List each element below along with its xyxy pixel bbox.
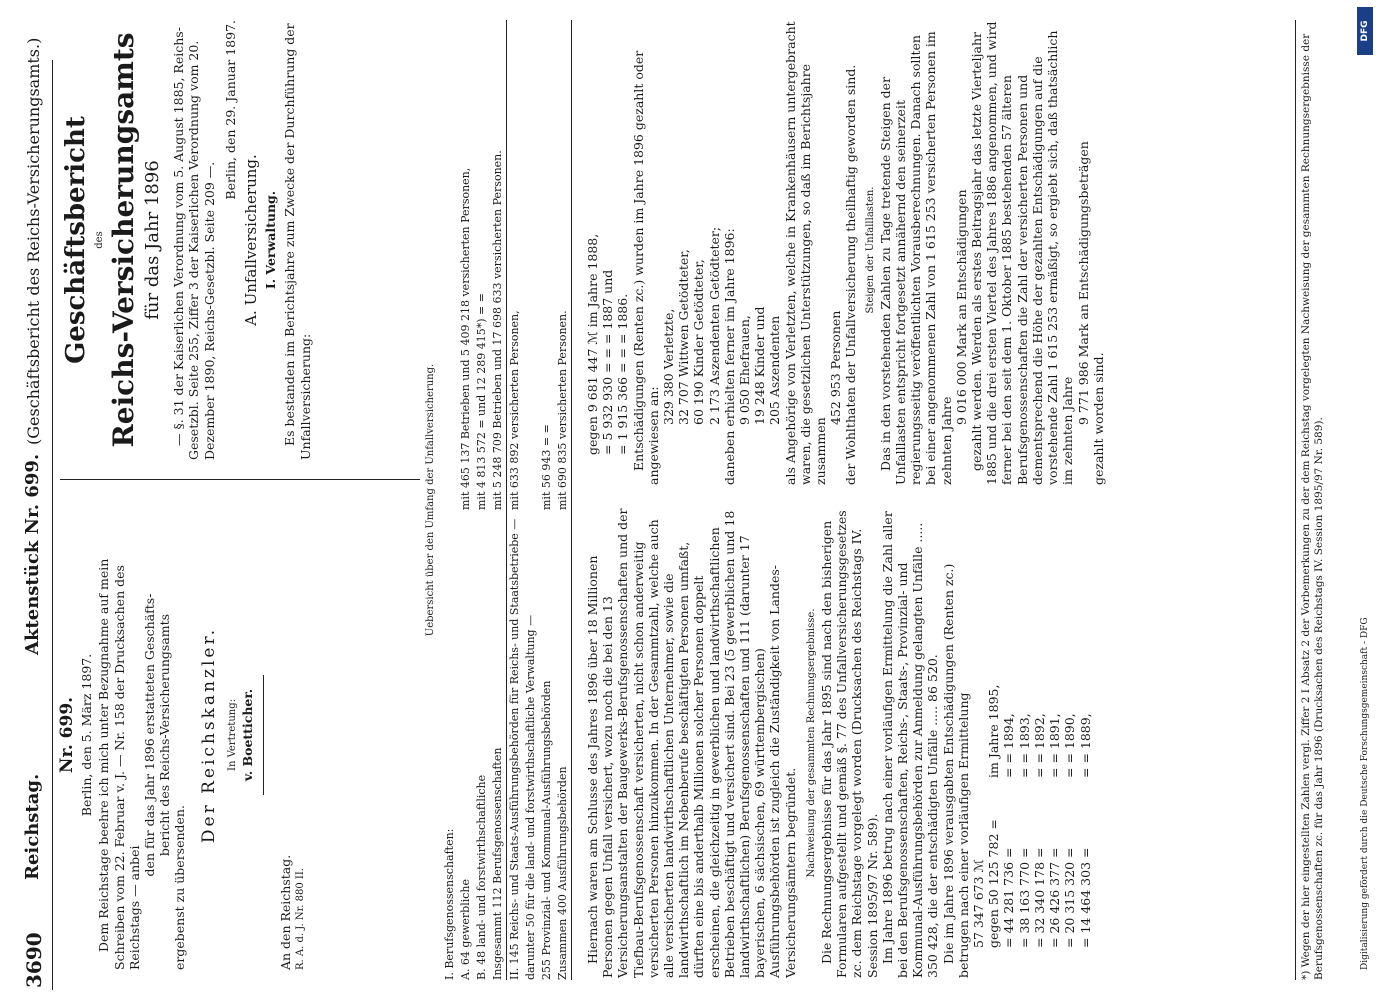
column-divider-top — [60, 479, 420, 480]
amount-value: = 14 464 303 = — [1077, 847, 1093, 948]
col2-list2 — [737, 15, 783, 425]
overview-row — [442, 20, 458, 980]
amount-value: = 26 426 377 = — [1047, 847, 1063, 948]
amount-year: = = 1891, — [1047, 713, 1063, 778]
overview-row-label: Insgesammt 112 Berufsgenossenschaften — [491, 747, 504, 980]
overview-row-label: 255 Provinzial- und Kommunal-Ausführungsbehörden — [540, 680, 553, 980]
amount-row — [971, 508, 986, 948]
amount-row — [1017, 508, 1032, 948]
amount-value: 57 347 673 ℳ — [971, 859, 987, 948]
list-item: 60 190 Kinder Getödteter, — [691, 259, 707, 425]
amount-row — [1062, 508, 1077, 948]
report-legal: — §. 31 der Kaiserlichen Verordnung vom 5. August 1885, Reichs-Gesetzbl. Seite 255, Ziffer 3 der Kaiserlichen Verordnung vom 20. Dezember 1890, Reichs-Gesetzbl. Seite 209 —. — [171, 27, 217, 460]
overview-row-value: mit 465 137 Betrieben und 5 409 218 versicherten Personen, — [459, 167, 472, 510]
section-a: A. Unfallversicherung. — [242, 154, 261, 326]
header-right: (Geschäftsbericht des Reichs-Versicherungsamts.) — [24, 37, 43, 445]
overview-row — [555, 20, 572, 980]
col1-text3: Im Jahre 1896 betrug nach einer vorläufigen Ermittelung die Zahl aller bei den Berufsgenossenschaften, Reichs-, Staats-, Provinzial- und Kommunal-Ausführungsbehörden zur Anmeldung gelangten Unfälle ..... 350 428, die der entschädigten Unfälle ..... 86 520. — [879, 511, 941, 978]
overview-table — [425, 20, 572, 980]
col2-text6: gezahlt werden. Werden als erstes Beitragsjahr das letzte Vierteljahr 1885 und die drei ersten Viertel des Jahres 1886 angenommen, und wird ferner bei den seit dem 1. Oktober 1885 bestehenden 57 älteren Berufsgenossenschaften die Zahl der versicherten Personen und dementsprechend die Höhe der gezahlten Entschädigungen auf die vorstehende Zahl 1 615 253 ermäßigt, so ergiebt sich, daß thatsächlich im zehnten Jahre — [969, 21, 1076, 485]
cover-letter — [57, 500, 309, 970]
col2-text5: Das in den vorstehenden Zahlen zu Tage tretende Steigen der Unfalllasten entspricht fortgesetzt annähernd den seinerzeit regierungsseitig veröffentlichten Vorausberechnungen. Danach sollten bei einer angenommenen Zahl von 1 615 253 versicherten Personen im zehnten Jahre — [877, 31, 954, 485]
report-title-3: Reichs-Versicherungsamts — [107, 32, 141, 448]
col2-text4: der Wohlthaten der Unfallversicherung theilhaftig geworden sind. — [843, 64, 859, 485]
overview-row-label: B. 48 land- und forstwirthschaftliche — [475, 774, 488, 980]
list-item: 9 050 Ehefrauen, — [737, 315, 753, 425]
overview-row-value: mit 5 248 709 Betrieben und 17 698 633 versicherten Personen. — [491, 150, 504, 510]
report-intro: Es bestanden im Berichtsjahre zum Zwecke der Durchführung der Unfallversicherung: — [282, 23, 313, 460]
report-title-1: Geschäftsbericht — [61, 116, 91, 364]
letter-signer: v. Boetticher. — [240, 688, 256, 782]
amount-value: = 38 163 770 = — [1016, 847, 1032, 948]
report-title-2: des — [94, 231, 105, 249]
footnote: *) Wegen der hier eingestellten Zahlen vergl. Ziffer 2 I Absatz 2 der Vorbemerkungen zu der dem Reichstag vorgelegten Nachweisung der gesammten Rechnungsergebnisse der Berufsgenossenschaften zc. für das Jahr 1896 (Drucksachen des Reichstags IV. Session 1895/97 Nr. 589). — [1300, 33, 1325, 980]
col2-amount2: 9 771 986 Mark an Entschädigungsbeträgen — [1075, 141, 1091, 425]
overview-row-label: I. Berufsgenossenschaften: — [443, 828, 456, 980]
signature-rule — [263, 675, 264, 795]
header-left: Reichstag. — [22, 773, 43, 880]
col2-text: Entschädigungen (Renten zc.) wurden im Jahre 1896 gezahlt oder angewiesen an: — [630, 50, 661, 485]
dfg-logo: DFG — [1357, 7, 1373, 55]
letter-text: Dem Reichstage beehre ich mich unter Bezugnahme auf mein Schreiben vom 22. Februar v. J. — Nr. 158 der Drucksachen des Reichstags — anbei — [96, 558, 142, 970]
report-title-4: für das Jahr 1896 — [142, 160, 164, 320]
overview-row — [458, 20, 474, 980]
header-center: Aktenstück Nr. 699. — [22, 453, 43, 655]
digitization-credit: Digitalisierung gefördert durch die Deutsche Forschungsgemeinschaft - DFG — [1360, 617, 1370, 970]
amount-year: im Jahre 1895, — [986, 684, 1002, 778]
footnote-rule — [1295, 20, 1296, 980]
amount-year: = = 1890, — [1062, 713, 1078, 778]
lower-right-column — [585, 15, 1106, 485]
letter-deputy: In Vertretung: — [226, 699, 238, 771]
amount-row — [1078, 508, 1093, 948]
letter-ref: R. A. d. J. Nr. 880 II. — [295, 868, 307, 970]
col1-text: Hiernach waren am Schlusse des Jahres 1896 über 18 Millionen Personen gegen Unfall versichert, wozu noch die bei den 13 Versicherungsanstalten der Baugewerks-Berufsgenossenschaften und der Tiefbau-Berufsgenossenschaft versicherten, nicht schon anderweitig versicherten Personen hinzukommen. In der Gesammtzahl, welche auch alle versicherten landwirthschaftlichen Unternehmer, sowie die landwirthschaftlich im Nebenberufe beschäftigten Personen umfaßt, dürften eine bis anderthalb Millionen solcher Personen doppelt erscheinen, die gleichzeitig in gewerblichen und landwirthschaftlichen Betrieben beschäftigt und versichert sind. Bei 23 (5 gewerblichen und 18 landwirthschaftlichen) Berufsgenossenschaften und 111 (darunter 17 bayerischen, 6 sächsischen, 69 württembergischen) Ausführungsbehörden ist zugleich die Zuständigkeit von Landes-Versicherungsämtern begründet. — [585, 508, 798, 978]
overview-row — [474, 20, 490, 980]
amount-row: gegen 9 681 447 ℳ im Jahre 1888, — [585, 233, 600, 455]
header-rule — [52, 60, 53, 990]
amount-value: gegen 50 125 782 = — [986, 819, 1002, 948]
col2-text2: daneben erhielten ferner im Jahre 1896: — [721, 228, 737, 485]
report-date: Berlin, den 29. Januar 1897. — [222, 20, 238, 200]
amount-value: = 44 281 736 = — [1001, 847, 1017, 948]
col1-heading: Nachweisung der gesammten Rechnungsergebnisse. — [805, 608, 817, 878]
overview-heading: Uebersicht über den Umfang der Unfallversicherung. — [425, 363, 436, 637]
col2-heading: Steigen der Unfalllasten. — [864, 186, 876, 314]
col2-text3: als Angehörige von Verletzten, welche in Krankenhäusern untergebracht waren, die gesetzlichen Unterstützungen, so daß im Berichtsjahre zusammen — [782, 21, 829, 485]
col1-text2: Die Rechnungsergebnisse für das Jahr 1895 sind nach den bisherigen Formularen aufgestellt und gemäß §. 77 des Unfallversicherungsgesetzes zc. dem Reichstage vorgelegt worden (Drucksachen des Reichstags IV. Session 1895/97 Nr. 589). — [819, 510, 880, 978]
amount-year: = = 1889, — [1077, 713, 1093, 778]
amount-year: = = 1894, — [1001, 713, 1017, 778]
report-title-block — [60, 20, 313, 460]
overview-row-value: mit 633 892 versicherten Personen, — [508, 310, 521, 510]
overview-row — [507, 20, 539, 980]
overview-row-value: mit 56 943 = = — [540, 424, 553, 510]
col2-total: 452 953 Personen — [828, 310, 844, 425]
amount-row: = 5 932 930 = = = 1887 und — [600, 269, 616, 455]
col2-text7: gezahlt worden sind. — [1090, 352, 1106, 485]
col2-amount1: 9 016 000 Mark an Entschädigungen — [953, 189, 969, 425]
overview-row-value: mit 690 835 versicherten Personen. — [556, 310, 569, 510]
letter-center-2: bericht des Reichs-Versicherungsamts — [157, 613, 173, 857]
letter-text-2: ergebenst zu übersenden. — [172, 805, 188, 970]
overview-row — [490, 20, 507, 980]
col2-list — [661, 15, 722, 425]
col1-amounts — [971, 508, 1093, 948]
amount-row: = 1 915 366 = = = 1886. — [615, 293, 631, 455]
list-item: 32 707 Wittwen Getödteter, — [676, 249, 692, 425]
amount-row — [1001, 508, 1016, 948]
amount-value: = 20 315 320 = — [1062, 847, 1078, 948]
letter-number: Nr. 699. — [57, 696, 77, 774]
amount-value: = 32 340 178 = — [1031, 847, 1047, 948]
list-item: 2 173 Aszendenten Getödteter; — [706, 226, 722, 425]
letter-center-1: den für das Jahr 1896 erstatteten Geschäfts- — [142, 593, 158, 877]
amount-row — [1032, 508, 1047, 948]
amount-row — [1047, 508, 1062, 948]
overview-row-value: mit 4 813 572 = und 12 289 415*) = = — [475, 293, 488, 510]
overview-row-label: II. 145 Reichs- und Staats-Ausführungsbehörden für Reichs- und Staatsbetriebe — darunter 50 für die land- und forstwirthschaftliche Verwaltung — — [508, 518, 537, 980]
overview-row-value — [442, 20, 458, 510]
amount-year: = = 1892, — [1031, 713, 1047, 778]
overview-rows — [442, 20, 572, 980]
letter-signoff: Der Reichskanzler. — [198, 626, 219, 844]
amount-row — [986, 508, 1001, 948]
list-item: 205 Aszendenten — [767, 315, 783, 425]
section-1: I. Verwaltung. — [263, 190, 279, 290]
amount-year: = = 1893, — [1016, 713, 1032, 778]
page-number: 3690 — [22, 932, 46, 988]
letter-addressee: An den Reichstag. — [278, 854, 294, 970]
overview-row-label: A. 64 gewerbliche — [459, 879, 472, 980]
list-item: 19 248 Kinder und — [752, 306, 768, 425]
overview-row-label: Zusammen 400 Ausführungsbehörden — [556, 766, 569, 980]
col2-amounts — [585, 15, 631, 455]
col1-text4: Die im Jahre 1896 verausgabten Entschädigungen (Renten zc.) betrugen nach einer vorläufigen Ermittelung — [940, 563, 971, 978]
list-item: 329 380 Verletzte, — [661, 308, 677, 425]
lower-left-column — [585, 508, 1093, 978]
overview-row — [539, 20, 555, 980]
letter-place-date: Berlin, den 5. März 1897. — [79, 653, 95, 817]
